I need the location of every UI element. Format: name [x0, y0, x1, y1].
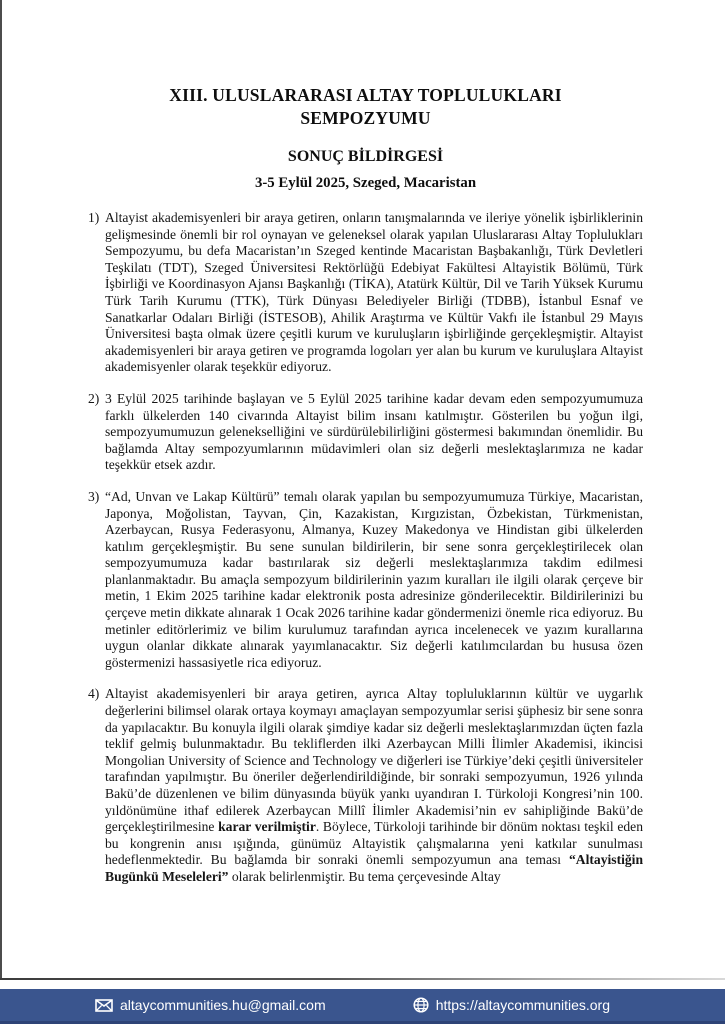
date-location: 3-5 Eylül 2025, Szeged, Macaristan	[254, 175, 477, 191]
paragraph-text-run: . Böylece, Türkoloji tarihinde bir dönüm noktası teşkil eden bu kongrenin anısı ışığında, günümüz Altayistik çalışmalarına yeni katkılar sunulması hedeflenmektedir. Bu bağlamda bir sonraki önemli sempozyumun ana teması	[105, 819, 643, 868]
paragraph-1	[88, 210, 643, 376]
envelope-icon	[95, 999, 113, 1012]
paragraph-bold-run: karar verilmiştir	[218, 819, 316, 835]
paragraph-number: 2)	[88, 390, 100, 406]
footer-email-text: altaycommunities.hu@gmail.com	[120, 997, 326, 1013]
title-line-2: SEMPOZYUMU	[300, 107, 431, 128]
paragraph-text: Altayist akademisyenleri bir araya getiren, onların tanışmalarında ve ileriye yönelik işbirliklerinin gelişmesinde önemli bir rol oynayan ve geleneksel olarak yapılan Uluslararası Altay Toplulukları Sempozyumu, bu defa Macaristan’ın Szeged kentinde Macaristan Başbakanlığı, Türk Devletleri Teşkilatı (TDT), Szeged Üniversitesi Rektörlüğü Edebiyat Fakültesi Altayistik Bölümü, Türk İşbirliği ve Koordinasyon Ajansı Başkanlığı (TİKA), Atatürk Kültür, Dil ve Tarih Yüksek Kurumu Türk Tarih Kurumu (TTK), Türk Dünyası Belediyeler Birliği (TDBB), İstanbul Esnaf ve Sanatkarlar Odaları Birliği (İSTESOB), Ahilik Araştırma ve Kültür Vakfı ile İstanbul 29 Mayıs Üniversitesi başta olmak üzere çeşitli kurum ve kuruluşların işbirliğinde gerçekleşmiştir. Altayist akademisyenleri bir araya getiren ve programda logoları yer alan bu kurum ve kuruluşlara Altayist akademisyenler olarak teşekkür ediyoruz.	[105, 210, 643, 375]
paragraph-text-run: Altayist akademisyenleri bir araya getiren, ayrıca Altay topluluklarının kültür ve uygarlık değerlerini bilimsel olarak ortaya koymayı amaçlayan sempozyumlar serisi şüphesiz bir sene sonra da yapılacaktır. Bu konuyla ilgili olarak şimdiye kadar siz değerli meslektaşlarımızdan üçten fazla teklif gelmiş bulunmaktadır. Bu tekliflerden ilki Azerbaycan Milli İlimler Akademisi, ikincisi Mongolian University of Science and Technology ve diğerleri ise Türkiye’deki çeşitli üniversiteler tarafından yapılmıştır. Bu öneriler değerlendirildiğinde, bir sonraki sempozyumun, 1926 yılında Bakü’de düzenlenen ve bilim dünyasında büyük yankı uyandıran I. Türkoloji Kongresi’nin 100. yıldönümüne ithaf edilerek Azerbaycan Millî İlimler Akademisi’nin ev sahipliğinde Bakü’de gerçekleştirilmesine	[105, 686, 643, 835]
paragraph-number: 3)	[88, 488, 100, 504]
footer-divider-line	[0, 978, 725, 980]
footer-email-link[interactable]	[95, 997, 326, 1013]
footer-bar	[0, 989, 725, 1024]
title-line-1: XIII. ULUSLARARASI ALTAY TOPLULUKLARI	[169, 85, 562, 105]
footer-website-link[interactable]	[413, 997, 610, 1013]
paragraph-text: “Ad, Unvan ve Lakap Kültürü” temalı olarak yapılan bu sempozyumumuza Türkiye, Macaristan, Japonya, Moğolistan, Tayvan, Çin, Kazakistan, Kırgızistan, Özbekistan, Türkmenistan, Azerbaycan, Rusya Federasyonu, Almanya, Kuzey Makedonya ve Hindistan gibi ülkelerden katılım gerçekleşmiştir. Bu sene sunulan bildirilerin, bir sene sonra gerçekleştirilecek olan sempozyumumuza kadar bastırılarak siz değerli meslektaşlarımıza takdim edilmesi planlanmaktadır. Bu amaçla sempozyum bildirilerinin yazım kuralları ile ilgili olarak çerçeve bir metin, 1 Ekim 2025 tarihine kadar elektronik posta adresinize gönderilecektir. Bildirilerinizi bu çerçeve metin dikkate alınarak 1 Ocak 2026 tarihine kadar göndermenizi önemle rica ediyoruz. Bu metinler editörlerimiz ve bilim kurulumuz tarafından ayrıca incelenecek ve yazım kurallarına uygun olanlar dikkate alınarak yayımlanacaktır. Siz değerli katılımcılardan bu hususa özen göstermenizi hassasiyetle rica ediyoruz.	[105, 488, 643, 670]
paragraph-text: 3 Eylül 2025 tarihinde başlayan ve 5 Eylül 2025 tarihine kadar devam eden sempozyumumuza farklı ülkelerden 140 civarında Altayist bilim insanı katılmıştır. Gösterilen bu yoğun ilgi, sempozyumumuzun gelenekselliğini ve sürdürülebilirliğini göstermesi bakımından önemlidir. Bu bağlamda Altay sempozyumlarının müdavimleri olan siz değerli meslektaşlarımıza ne kadar teşekkür etsek azdır.	[105, 390, 643, 473]
paragraph-text-run: olarak belirlenmiştir. Bu tema çerçevesinde Altay	[228, 868, 501, 884]
paragraph-number: 4)	[88, 686, 100, 702]
paragraph-list	[88, 210, 643, 886]
document-subtitle: SONUÇ BİLDİRGESİ	[287, 148, 444, 165]
paragraph-number: 1)	[88, 210, 100, 225]
paragraph-4	[88, 686, 643, 885]
paragraph-bold-run: “Altayistiğin Bugünkü Meseleleri”	[105, 852, 643, 884]
footer-website-text: https://altaycommunities.org	[435, 997, 610, 1013]
paragraph-text	[105, 686, 643, 885]
globe-icon	[413, 997, 429, 1013]
paragraph-2	[88, 391, 643, 474]
paragraph-3	[88, 489, 643, 672]
page-title	[88, 84, 643, 129]
